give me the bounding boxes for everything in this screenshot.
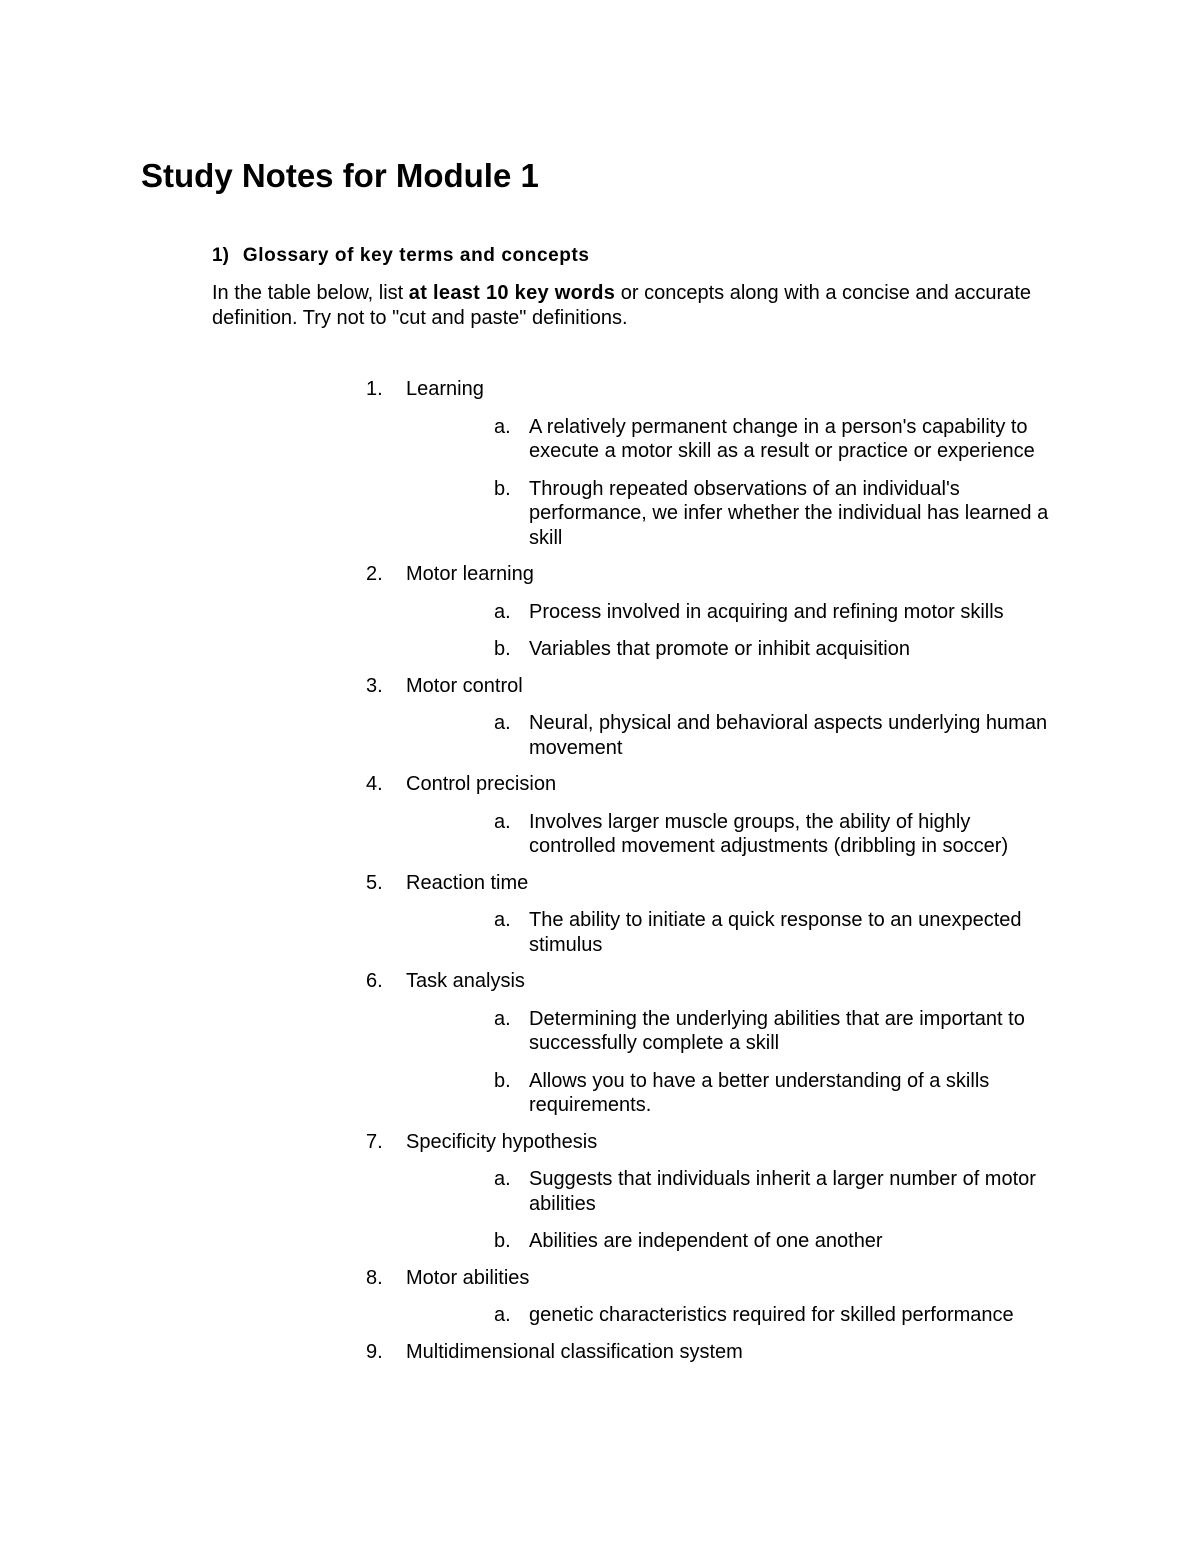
- term-label: Task analysis: [406, 970, 525, 992]
- definition-letter: a.: [494, 810, 511, 833]
- intro-text-after: or concepts along with a concise and accurate definition. Try not to "cut and paste" definitions.: [212, 282, 1032, 329]
- term-number: 2.: [366, 563, 383, 585]
- term-definition: [494, 1069, 1059, 1118]
- term-label: Motor learning: [406, 563, 534, 585]
- section-heading-text: Glossary of key terms and concepts: [242, 245, 590, 266]
- section-heading: [212, 244, 590, 268]
- term-definition: [494, 810, 1059, 859]
- term-label: Motor abilities: [406, 1266, 530, 1289]
- term-definition: [494, 637, 1059, 662]
- section-number: 1): [212, 245, 229, 266]
- glossary-term: [366, 871, 1086, 958]
- definition-letter: a.: [494, 1168, 511, 1190]
- definition-text: genetic characteristics required for skilled performance: [529, 1304, 1014, 1326]
- term-definitions: [406, 908, 1086, 957]
- definition-text: Variables that promote or inhibit acquisition: [529, 638, 910, 660]
- definition-text: Through repeated observations of an individual's performance, we infer whether the individual has learned a skill: [529, 477, 1049, 549]
- definition-letter: a.: [494, 600, 511, 623]
- intro-bold-text: at least 10 key words: [408, 282, 616, 304]
- definition-letter: a.: [494, 1007, 511, 1030]
- definition-letter: b.: [494, 477, 511, 500]
- term-definition: [494, 908, 1059, 957]
- term-definition: [494, 1303, 1059, 1328]
- term-definition: [494, 1007, 1059, 1056]
- term-number: 6.: [366, 970, 383, 992]
- glossary-term: [366, 969, 1086, 1118]
- term-number: 1.: [366, 378, 383, 400]
- term-definition: [494, 711, 1059, 760]
- glossary-term: [366, 674, 1086, 761]
- intro-paragraph: [212, 281, 1042, 330]
- definition-text: Neural, physical and behavioral aspects underlying human movement: [529, 712, 1048, 759]
- definition-letter: a.: [494, 712, 511, 734]
- term-definition: [494, 1229, 1059, 1254]
- term-definitions: [406, 600, 1086, 662]
- term-number: 5.: [366, 871, 383, 894]
- term-label: Multidimensional classification system: [406, 1340, 743, 1363]
- definition-text: Determining the underlying abilities that are important to successfully complete a skill: [529, 1007, 1025, 1054]
- definition-text: Process involved in acquiring and refining motor skills: [529, 600, 1004, 623]
- term-definitions: [406, 1303, 1086, 1328]
- term-number: 4.: [366, 773, 383, 795]
- term-definitions: [406, 810, 1086, 859]
- term-number: 9.: [366, 1340, 383, 1363]
- definition-letter: b.: [494, 1230, 511, 1252]
- term-number: 8.: [366, 1266, 383, 1289]
- term-label: Control precision: [406, 773, 557, 795]
- definition-text: Abilities are independent of one another: [529, 1230, 883, 1252]
- definition-text: Involves larger muscle groups, the ability of highly controlled movement adjustments (dribbling in soccer): [529, 810, 1009, 857]
- definition-letter: b.: [494, 1069, 511, 1092]
- term-label: Learning: [406, 378, 484, 400]
- glossary-term: [366, 1130, 1086, 1254]
- definition-letter: a.: [494, 415, 511, 438]
- definition-letter: a.: [494, 1304, 511, 1326]
- term-definitions: [406, 711, 1086, 760]
- term-definition: [494, 600, 1059, 625]
- term-definitions: [406, 415, 1086, 551]
- term-definitions: [406, 1167, 1086, 1254]
- glossary-term: [366, 1340, 1086, 1365]
- glossary-term: [366, 1266, 1086, 1328]
- glossary-term: [366, 772, 1086, 859]
- term-definition: [494, 1167, 1059, 1216]
- term-definition: [494, 415, 1059, 464]
- glossary-list: [366, 377, 1086, 1364]
- page-title: Study Notes for Module 1: [141, 157, 539, 194]
- definition-text: Suggests that individuals inherit a larger number of motor abilities: [529, 1168, 1036, 1215]
- glossary-term: [366, 377, 1086, 550]
- definition-text: The ability to initiate a quick response to an unexpected stimulus: [529, 909, 1022, 956]
- definition-letter: b.: [494, 638, 511, 660]
- term-definition: [494, 477, 1059, 551]
- term-number: 7.: [366, 1130, 383, 1153]
- term-definitions: [406, 1007, 1086, 1118]
- term-number: 3.: [366, 674, 383, 697]
- intro-text-before: In the table below, list: [212, 282, 409, 304]
- definition-text: Allows you to have a better understanding of a skills requirements.: [529, 1069, 990, 1116]
- term-label: Motor control: [406, 674, 523, 697]
- definition-letter: a.: [494, 909, 511, 931]
- term-label: Specificity hypothesis: [406, 1130, 598, 1153]
- term-label: Reaction time: [406, 871, 529, 894]
- glossary-term: [366, 562, 1086, 662]
- definition-text: A relatively permanent change in a person's capability to execute a motor skill as a result or practice or experience: [529, 415, 1035, 462]
